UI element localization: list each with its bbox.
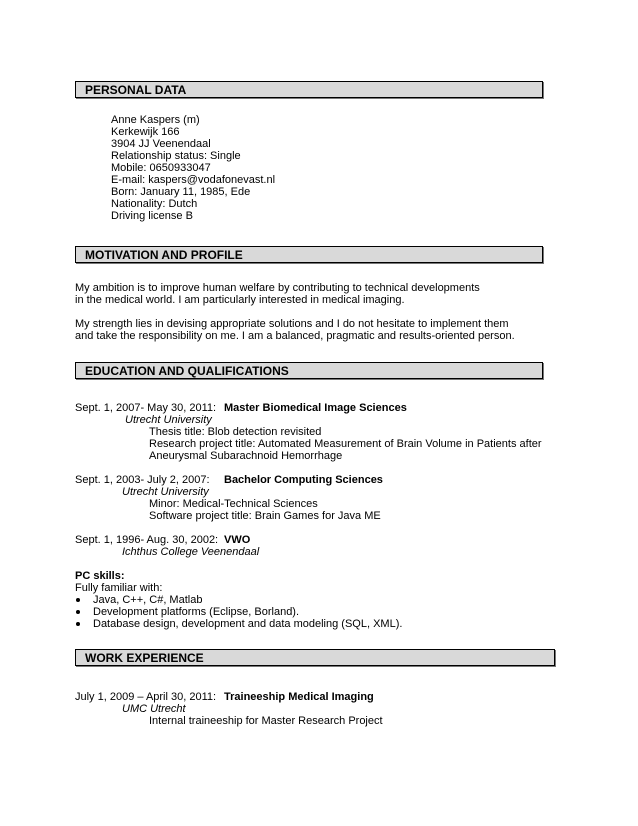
section-title: PERSONAL DATA [85,83,187,97]
motivation-paragraph-1-line-2: in the medical world. I am particularly interested in medical imaging. [75,294,405,306]
education-institution: Utrecht University [125,414,212,426]
motivation-paragraph-2-line-1: My strength lies in devising appropriate solutions and I do not hesitate to implement them [75,318,509,330]
education-degree: VWO [224,534,251,546]
education-detail: Aneurysmal Subarachnoid Hemorrhage [149,450,343,462]
personal-nationality: Nationality: Dutch [111,198,198,210]
education-degree: Master Biomedical Image Sciences [224,402,407,414]
personal-relationship: Relationship status: Single [111,150,241,162]
education-dates: Sept. 1, 2003- July 2, 2007: [75,474,210,486]
section-title: EDUCATION AND QUALIFICATIONS [85,364,289,378]
work-dates: July 1, 2009 – April 30, 2011: [75,691,217,703]
motivation-paragraph-1-line-1: My ambition is to improve human welfare by contributing to technical developments [75,282,480,294]
education-detail: Minor: Medical-Technical Sciences [149,498,318,510]
education-detail: Thesis title: Blob detection revisited [149,426,322,438]
section-header-education [75,362,543,379]
education-detail: Software project title: Brain Games for Java ME [149,510,381,522]
work-title: Traineeship Medical Imaging [224,691,374,703]
personal-driving-license: Driving license B [111,210,193,222]
section-header-personal-data [75,81,543,98]
bullet-icon [76,598,80,602]
personal-mobile: Mobile: 0650933047 [111,162,211,174]
section-title: MOTIVATION AND PROFILE [85,248,243,262]
motivation-paragraph-2-line-2: and take the responsibility on me. I am a balanced, pragmatic and results-oriented person. [75,330,515,342]
pc-skill-item: Java, C++, C#, Matlab [93,594,203,606]
education-degree: Bachelor Computing Sciences [224,474,383,486]
section-title: WORK EXPERIENCE [85,651,204,665]
work-detail: Internal traineeship for Master Research Project [149,715,383,727]
bullet-icon [76,622,80,626]
education-institution: Ichthus College Veenendaal [122,546,260,558]
education-institution: Utrecht University [122,486,209,498]
pc-skill-item: Database design, development and data modeling (SQL, XML). [93,618,403,630]
personal-email: E-mail: kaspers@vodafonevast.nl [111,174,276,186]
pc-skills-title: PC skills: [75,570,125,582]
personal-city: 3904 JJ Veenendaal [111,138,211,150]
education-detail: Research project title: Automated Measurement of Brain Volume in Patients after [149,438,542,450]
education-dates: Sept. 1, 1996- Aug. 30, 2002: [75,534,219,546]
section-header-motivation [75,246,543,263]
personal-name: Anne Kaspers (m) [111,114,200,126]
personal-born: Born: January 11, 1985, Ede [111,186,251,198]
education-dates: Sept. 1, 2007- May 30, 2011: [75,402,217,414]
work-organization: UMC Utrecht [122,703,186,715]
bullet-icon [76,610,80,614]
pc-skills-intro: Fully familiar with: [75,582,163,594]
pc-skill-item: Development platforms (Eclipse, Borland). [93,606,300,618]
section-header-work-experience [75,649,555,666]
personal-street: Kerkewijk 166 [111,126,180,138]
